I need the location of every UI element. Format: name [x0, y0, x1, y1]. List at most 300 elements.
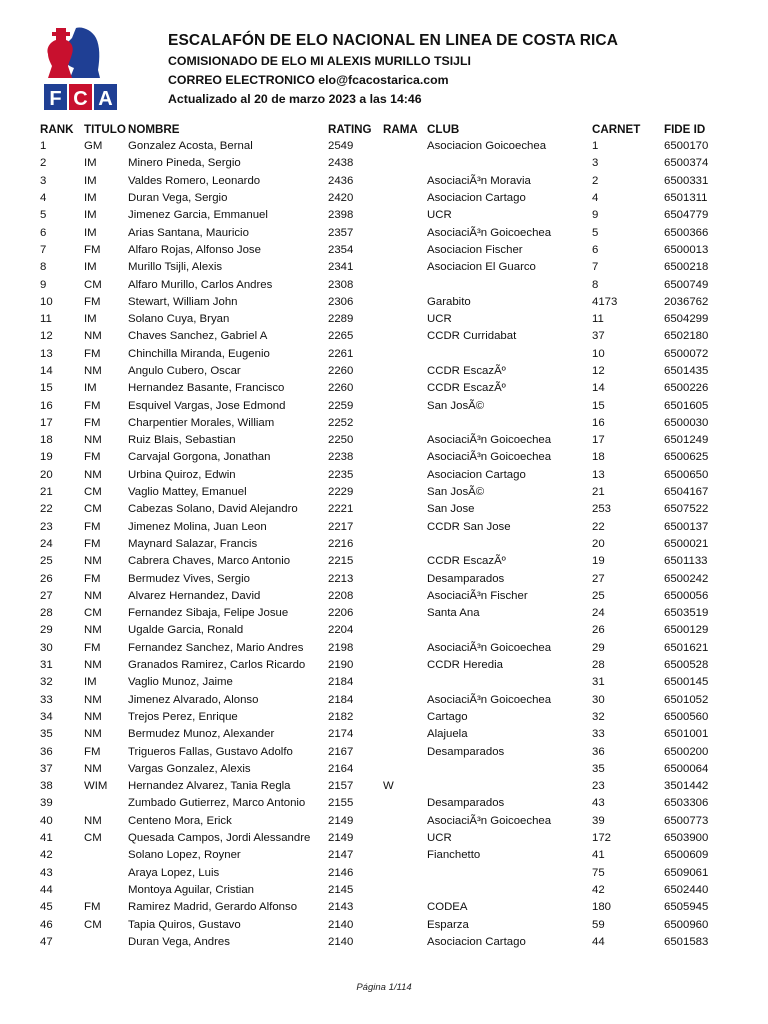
cell-rama [381, 709, 425, 726]
cell-rama [381, 519, 425, 536]
cell-nombre: Alvarez Hernandez, David [128, 589, 261, 602]
cell-club: San Jose [427, 503, 475, 516]
cell-fide-id: 6507522 [664, 503, 709, 516]
table-row [38, 588, 728, 605]
cell-rank: 29 [40, 624, 53, 637]
table-row [38, 605, 728, 622]
cell-club: CODEA [427, 901, 468, 914]
table-row [38, 709, 728, 726]
cell-rank: 46 [40, 918, 53, 931]
col-header-carnet: CARNET [592, 122, 641, 136]
elo-ranking-table [38, 120, 728, 951]
cell-rating: 2140 [328, 935, 354, 948]
cell-rating: 2306 [328, 295, 354, 308]
table-row [38, 864, 728, 881]
cell-fide-id: 6504779 [664, 209, 709, 222]
cell-rama [381, 605, 425, 622]
cell-carnet: 31 [592, 676, 605, 689]
cell-rating: 2308 [328, 278, 354, 291]
cell-titulo: NM [84, 814, 102, 827]
cell-carnet: 35 [592, 762, 605, 775]
cell-fide-id: 6500064 [664, 762, 709, 775]
cell-carnet: 180 [592, 901, 612, 914]
cell-club: Asociacion Cartago [427, 192, 526, 205]
cell-nombre: Jimenez Garcia, Emmanuel [128, 209, 268, 222]
cell-rank: 8 [40, 261, 47, 274]
cell-carnet: 24 [592, 607, 605, 620]
table-row [38, 916, 728, 933]
cell-club: Cartago [427, 710, 468, 723]
cell-club: San JosÃ© [427, 399, 485, 412]
cell-nombre: Chinchilla Miranda, Eugenio [128, 347, 270, 360]
cell-rama [381, 553, 425, 570]
cell-carnet: 2 [592, 174, 599, 187]
cell-rank: 3 [40, 174, 47, 187]
cell-rama [381, 882, 425, 899]
cell-nombre: Stewart, William John [128, 295, 238, 308]
cell-nombre: Bermudez Munoz, Alexander [128, 728, 275, 741]
cell-rama [381, 588, 425, 605]
cell-fide-id: 6500331 [664, 174, 709, 187]
cell-carnet: 44 [592, 935, 605, 948]
cell-rating: 2174 [328, 728, 354, 741]
cell-fide-id: 6509061 [664, 866, 709, 879]
cell-titulo: CM [84, 278, 102, 291]
cell-fide-id: 6500960 [664, 918, 709, 931]
cell-rating: 2265 [328, 330, 354, 343]
cell-nombre: Granados Ramirez, Carlos Ricardo [128, 659, 306, 672]
cell-rama [381, 346, 425, 363]
cell-carnet: 42 [592, 883, 605, 896]
cell-rank: 27 [40, 589, 53, 602]
cell-club: Alajuela [427, 728, 468, 741]
cell-titulo: FM [84, 416, 101, 429]
cell-nombre: Ruiz Blais, Sebastian [128, 434, 236, 447]
table-row [38, 536, 728, 553]
table-row [38, 553, 728, 570]
cell-fide-id: 6503306 [664, 797, 709, 810]
table-row [38, 743, 728, 760]
cell-titulo: FM [84, 901, 101, 914]
cell-rating: 2216 [328, 537, 354, 550]
cell-carnet: 17 [592, 434, 605, 447]
cell-titulo: IM [84, 174, 97, 187]
cell-club: Asociacion Cartago [427, 935, 526, 948]
cell-club [425, 276, 590, 293]
cell-rank: 31 [40, 659, 53, 672]
cell-titulo: WIM [84, 780, 108, 793]
cell-fide-id: 6502440 [664, 883, 709, 896]
cell-rating: 2235 [328, 468, 354, 481]
cell-rank: 15 [40, 382, 53, 395]
cell-rating: 2149 [328, 814, 354, 827]
table-row [38, 311, 728, 328]
cell-rating: 2252 [328, 416, 354, 429]
cell-carnet: 11 [592, 313, 604, 326]
cell-rating: 2398 [328, 209, 354, 222]
cell-titulo: NM [84, 693, 102, 706]
cell-rank: 38 [40, 780, 53, 793]
cell-titulo: NM [84, 589, 102, 602]
cell-nombre: Trejos Perez, Enrique [128, 710, 238, 723]
cell-nombre: Vaglio Munoz, Jaime [128, 676, 233, 689]
cell-carnet: 253 [592, 503, 612, 516]
cell-rama [381, 934, 425, 951]
table-row [38, 622, 728, 639]
cell-fide-id: 6500170 [664, 140, 709, 153]
cell-fide-id: 6500218 [664, 261, 709, 274]
table-row [38, 519, 728, 536]
table-row [38, 847, 728, 864]
cell-rama [381, 224, 425, 241]
cell-rank: 28 [40, 607, 53, 620]
cell-rank: 43 [40, 866, 53, 879]
col-header-rank: RANK [40, 122, 74, 136]
cell-club: Asociacion Goicoechea [427, 140, 547, 153]
cell-rating: 2146 [328, 866, 354, 879]
cell-carnet: 25 [592, 589, 605, 602]
table-row [38, 813, 728, 830]
cell-rating: 2190 [328, 659, 354, 672]
cell-rama [381, 726, 425, 743]
cell-carnet: 75 [592, 866, 605, 879]
cell-rank: 25 [40, 555, 53, 568]
cell-club: AsociaciÃ³n Fischer [427, 589, 528, 602]
cell-fide-id: 6500145 [664, 676, 709, 689]
cell-fide-id: 6500650 [664, 468, 709, 481]
cell-rank: 44 [40, 883, 53, 896]
cell-rama [381, 363, 425, 380]
cell-nombre: Ramirez Madrid, Gerardo Alfonso [128, 901, 298, 914]
cell-fide-id: 6500528 [664, 659, 709, 672]
cell-fide-id: 6500056 [664, 589, 709, 602]
cell-rank: 23 [40, 520, 53, 533]
cell-carnet: 172 [592, 832, 612, 845]
cell-titulo: CM [84, 503, 102, 516]
cell-nombre: Duran Vega, Sergio [128, 192, 228, 205]
cell-rating: 2259 [328, 399, 354, 412]
cell-fide-id: 6500242 [664, 572, 709, 585]
cell-carnet: 9 [592, 209, 599, 222]
cell-carnet: 32 [592, 710, 605, 723]
cell-rama [381, 536, 425, 553]
cell-titulo: FM [84, 641, 101, 654]
cell-rank: 19 [40, 451, 53, 464]
table-row [38, 449, 728, 466]
cell-rank: 11 [40, 313, 52, 326]
cell-rank: 30 [40, 641, 53, 654]
cell-rank: 7 [40, 243, 47, 256]
cell-rama [381, 155, 425, 172]
table-row [38, 467, 728, 484]
col-header-titulo: TITULO [84, 122, 126, 136]
cell-carnet: 14 [592, 382, 605, 395]
cell-nombre: Fernandez Sibaja, Felipe Josue [128, 607, 289, 620]
cell-rating: 2260 [328, 365, 354, 377]
cell-titulo [82, 795, 126, 812]
table-row [38, 259, 728, 276]
cell-rank: 33 [40, 693, 53, 706]
cell-club: AsociaciÃ³n Goicoechea [427, 693, 552, 706]
cell-nombre: Solano Lopez, Royner [128, 849, 241, 862]
cell-club: UCR [427, 313, 452, 326]
cell-carnet: 59 [592, 918, 605, 931]
cell-rank: 14 [40, 365, 53, 377]
table-row [38, 207, 728, 224]
cell-rank: 20 [40, 468, 53, 481]
cell-nombre: Charpentier Morales, William [128, 416, 275, 429]
cell-rama [381, 640, 425, 657]
cell-rama [381, 432, 425, 449]
cell-carnet: 8 [592, 278, 599, 291]
cell-club [425, 674, 590, 691]
cell-titulo: FM [84, 537, 101, 550]
cell-carnet: 27 [592, 572, 605, 585]
cell-titulo: IM [84, 226, 97, 239]
cell-fide-id: 6500129 [664, 624, 709, 637]
cell-club: CCDR Curridabat [427, 330, 517, 343]
cell-rank: 16 [40, 399, 53, 412]
cell-club: AsociaciÃ³n Goicoechea [427, 434, 552, 447]
cell-titulo: NM [84, 624, 102, 637]
cell-nombre: Esquivel Vargas, Jose Edmond [128, 399, 286, 412]
cell-titulo: CM [84, 918, 102, 931]
cell-titulo: IM [84, 676, 97, 689]
cell-club: Desamparados [427, 797, 505, 810]
table-row [38, 294, 728, 311]
cell-fide-id: 6504299 [664, 313, 709, 326]
table-row [38, 415, 728, 432]
cell-nombre: Bermudez Vives, Sergio [128, 572, 250, 585]
cell-fide-id: 6501583 [664, 935, 709, 948]
table-row [38, 726, 728, 743]
cell-rating: 2149 [328, 832, 354, 845]
cell-rama [381, 830, 425, 847]
cell-rank: 22 [40, 503, 53, 516]
cell-rama [381, 449, 425, 466]
cell-fide-id: 6501133 [664, 555, 708, 568]
cell-titulo: IM [84, 382, 97, 395]
cell-club [425, 882, 590, 899]
cell-carnet: 12 [592, 365, 605, 377]
cell-rating: 2147 [328, 849, 354, 862]
cell-rama [381, 467, 425, 484]
cell-club: Garabito [427, 295, 471, 308]
cell-rating: 2206 [328, 607, 354, 620]
cell-carnet: 15 [592, 399, 605, 412]
cell-fide-id: 6503519 [664, 607, 709, 620]
cell-rank: 21 [40, 486, 53, 499]
cell-nombre: Duran Vega, Andres [128, 935, 230, 948]
cell-rank: 18 [40, 434, 53, 447]
cell-rama: W [383, 780, 394, 793]
cell-fide-id: 6500749 [664, 278, 709, 291]
cell-rama [381, 328, 425, 345]
cell-nombre: Vaglio Mattey, Emanuel [128, 486, 247, 499]
cell-rating: 2420 [328, 192, 354, 205]
cell-fide-id: 6501435 [664, 365, 709, 377]
table-row [38, 363, 728, 380]
cell-rank: 26 [40, 572, 53, 585]
cell-rama [381, 501, 425, 518]
cell-club: AsociaciÃ³n Goicoechea [427, 641, 552, 654]
cell-rating: 2145 [328, 883, 354, 896]
cell-nombre: Jimenez Alvarado, Alonso [128, 693, 259, 706]
cell-carnet: 19 [592, 555, 605, 568]
updated-line: Actualizado al 20 de marzo 2023 a las 14:46 [168, 92, 422, 106]
table-row [38, 674, 728, 691]
table-row [38, 276, 728, 293]
cell-fide-id: 6500072 [664, 347, 709, 360]
cell-titulo: GM [84, 140, 103, 153]
cell-rank: 40 [40, 814, 53, 827]
cell-carnet: 37 [592, 330, 605, 343]
cell-carnet: 10 [592, 347, 605, 360]
cell-club [425, 864, 590, 881]
table-row [38, 155, 728, 172]
cell-nombre: Gonzalez Acosta, Bernal [128, 140, 253, 153]
cell-nombre: Chaves Sanchez, Gabriel A [128, 330, 268, 343]
cell-nombre: Cabezas Solano, David Alejandro [128, 503, 298, 516]
cell-rating: 2155 [328, 797, 354, 810]
cell-rank: 47 [40, 935, 53, 948]
cell-rating: 2250 [328, 434, 354, 447]
col-header-nombre: NOMBRE [128, 122, 180, 136]
cell-club: Asociacion Cartago [427, 468, 526, 481]
cell-rating: 2143 [328, 901, 354, 914]
cell-rank: 2 [40, 157, 47, 170]
cell-club: CCDR Heredia [427, 659, 503, 672]
commissioner-line: COMISIONADO DE ELO MI ALEXIS MURILLO TSIJLI [168, 54, 471, 68]
cell-rama [381, 138, 425, 155]
cell-rating: 2208 [328, 589, 354, 602]
cell-carnet: 36 [592, 745, 605, 758]
cell-club: CCDR EscazÃº [427, 365, 506, 377]
cell-nombre: Angulo Cubero, Oscar [128, 365, 241, 377]
table-row [38, 934, 728, 951]
cell-titulo: IM [84, 157, 97, 170]
cell-rating: 2140 [328, 918, 354, 931]
cell-rama [381, 190, 425, 207]
cell-club: AsociaciÃ³n Goicoechea [427, 451, 552, 464]
cell-rating: 2182 [328, 710, 354, 723]
cell-titulo: IM [84, 192, 97, 205]
cell-rama [381, 813, 425, 830]
cell-club [425, 155, 590, 172]
cell-club: AsociaciÃ³n Goicoechea [427, 814, 552, 827]
cell-nombre: Jimenez Molina, Juan Leon [128, 520, 267, 533]
cell-rating: 2341 [328, 261, 354, 274]
table-header-row [38, 120, 728, 138]
cell-fide-id: 3501442 [664, 780, 709, 793]
cell-titulo: NM [84, 434, 102, 447]
cell-club [425, 536, 590, 553]
cell-rank: 36 [40, 745, 53, 758]
cell-rank: 12 [40, 330, 53, 343]
cell-rama [381, 743, 425, 760]
cell-rama [381, 380, 425, 397]
cell-rating: 2204 [328, 624, 354, 637]
cell-fide-id: 6505945 [664, 901, 709, 914]
cell-carnet: 3 [592, 157, 599, 170]
cell-rank: 41 [40, 832, 53, 845]
cell-rating: 2438 [328, 157, 354, 170]
cell-rating: 2184 [328, 693, 354, 706]
cell-titulo: IM [84, 209, 97, 222]
cell-fide-id: 6500226 [664, 382, 709, 395]
cell-rama [381, 674, 425, 691]
cell-nombre: Hernandez Basante, Francisco [128, 382, 285, 395]
cell-rama [381, 242, 425, 259]
cell-nombre: Solano Cuya, Bryan [128, 313, 230, 326]
cell-titulo [82, 847, 126, 864]
cell-carnet: 13 [592, 468, 605, 481]
cell-club [425, 761, 590, 778]
cell-nombre: Hernandez Alvarez, Tania Regla [128, 780, 291, 793]
cell-club: AsociaciÃ³n Moravia [427, 174, 531, 187]
cell-rank: 13 [40, 347, 53, 360]
cell-nombre: Zumbado Gutierrez, Marco Antonio [128, 797, 306, 810]
cell-club [425, 778, 590, 795]
cell-rama [381, 397, 425, 414]
cell-titulo: CM [84, 607, 102, 620]
cell-rama [381, 570, 425, 587]
cell-rank: 10 [40, 295, 53, 308]
table-row [38, 484, 728, 501]
cell-carnet: 23 [592, 780, 605, 793]
cell-fide-id: 6500366 [664, 226, 709, 239]
table-row [38, 173, 728, 190]
cell-club: Asociacion El Guarco [427, 261, 536, 274]
cell-titulo: NM [84, 710, 102, 723]
cell-rama [381, 622, 425, 639]
cell-titulo: NM [84, 330, 102, 343]
cell-carnet: 1 [592, 140, 599, 153]
table-row [38, 138, 728, 155]
cell-rama [381, 692, 425, 709]
cell-fide-id: 6501001 [664, 728, 709, 741]
cell-rama [381, 207, 425, 224]
table-row [38, 328, 728, 345]
cell-titulo: FM [84, 295, 101, 308]
cell-club: UCR [427, 832, 452, 845]
table-row [38, 778, 728, 795]
cell-fide-id: 6501605 [664, 399, 709, 412]
cell-rank: 42 [40, 849, 53, 862]
cell-fide-id: 6501311 [664, 192, 708, 205]
table-row [38, 190, 728, 207]
king-icon [47, 28, 72, 78]
cell-nombre: Montoya Aguilar, Cristian [128, 883, 254, 896]
cell-rank: 32 [40, 676, 53, 689]
col-header-fide-id: FIDE ID [664, 122, 706, 136]
cell-rating: 2238 [328, 451, 354, 464]
cell-rating: 2549 [328, 140, 354, 153]
cell-rank: 35 [40, 728, 53, 741]
cell-fide-id: 6500374 [664, 157, 709, 170]
cell-rama [381, 864, 425, 881]
cell-club: Fianchetto [427, 849, 481, 862]
cell-rank: 37 [40, 762, 53, 775]
cell-nombre: Cabrera Chaves, Marco Antonio [128, 555, 291, 568]
email-line: CORREO ELECTRONICO elo@fcacostarica.com [168, 73, 449, 87]
cell-rating: 2164 [328, 762, 354, 775]
cell-nombre: Centeno Mora, Erick [128, 814, 232, 827]
cell-carnet: 22 [592, 520, 605, 533]
cell-rating: 2354 [328, 243, 354, 256]
cell-rama [381, 294, 425, 311]
cell-club: Desamparados [427, 745, 505, 758]
